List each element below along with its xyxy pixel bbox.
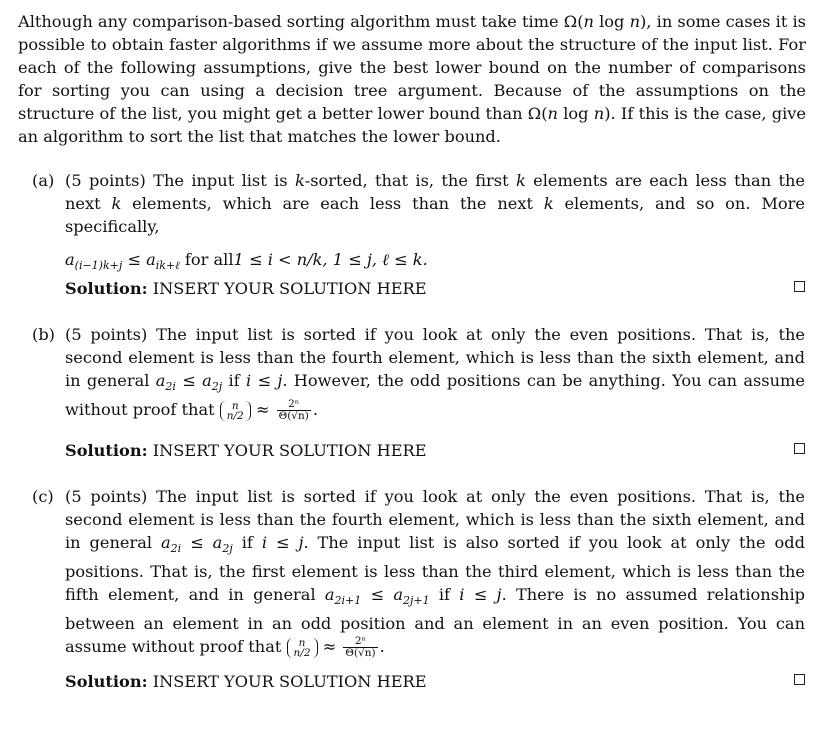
solution-text[interactable]: INSERT YOUR SOLUTION HERE — [152, 441, 427, 460]
solution-label: Solution: — [65, 672, 148, 691]
rel: ≤ — [175, 371, 203, 390]
part-text — [65, 169, 805, 238]
text: (5 points) The input list is — [65, 171, 295, 190]
solution-text[interactable]: INSERT YOUR SOLUTION HERE — [152, 279, 427, 298]
eq-cond: 1 ≤ i < n/k, 1 ≤ j, ℓ ≤ k. — [233, 250, 428, 269]
part-body — [65, 323, 805, 422]
part-label: (a) — [32, 171, 55, 190]
intro-text: log — [557, 104, 594, 123]
qed-box-icon — [794, 281, 805, 292]
fraction — [343, 636, 377, 659]
frac-num: 2ⁿ — [277, 399, 311, 411]
text: if — [222, 371, 246, 390]
binom-bottom: n/2 — [226, 409, 244, 422]
math-n: n — [547, 104, 558, 123]
frac-num: 2ⁿ — [343, 636, 377, 648]
text: . — [312, 400, 319, 419]
rel: ≤ — [361, 585, 394, 604]
eq-lhs-sub: (i−1)k+j — [74, 259, 123, 272]
text: if — [429, 585, 460, 604]
text: (5 points) The input list is sorted if you look at only the even positions. That is, the second element is less than the fourth element, which is less than the sixth element, and in general — [65, 325, 805, 390]
solution-label: Solution: — [65, 441, 148, 460]
eq-rhs: a — [146, 250, 156, 269]
intro-text: ), in some cases it is possible to obtain faster algorithms if we assume more about the structure of the input list. For each of the following assumptions, give the best lower bound on the number of comparisons for sorting you can using a decision tree argument. Because of the assumptions on the structure of the list, you might get a better lower bound than Ω( — [18, 12, 806, 123]
part-body — [65, 485, 805, 659]
qed-box-icon — [794, 674, 805, 685]
sub: 2i — [170, 542, 182, 555]
intro-text: Although any comparison-based sorting algorithm must take time Ω( — [18, 12, 584, 31]
part-label: (b) — [32, 325, 55, 344]
solution-c — [65, 670, 805, 693]
math-a: a — [212, 533, 223, 552]
text: elements are each less than the next — [65, 171, 805, 213]
math-a: a — [202, 371, 212, 390]
part-label: (c) — [32, 487, 54, 506]
intro-paragraph — [18, 10, 806, 148]
text: . The input list is also sorted if you look at only the odd positions. That is, the first element is less than the third element, which is less than the fifth element, and in general — [65, 533, 805, 604]
eq-rel: ≤ — [122, 250, 147, 269]
eq-lhs: a — [65, 250, 75, 269]
display-equation — [65, 248, 805, 277]
math-n: n — [629, 12, 641, 31]
part-c — [32, 485, 805, 659]
qed-box-icon — [794, 443, 805, 454]
math-a: a — [155, 371, 166, 390]
sub: 2j — [222, 542, 233, 555]
part-text — [65, 323, 805, 422]
part-b — [32, 323, 805, 422]
math-a: a — [161, 533, 171, 552]
text: (5 points) The input list is sorted if you look at only the even positions. That is, the second element is less than the fourth element, which is less than the sixth element, and in general — [65, 487, 805, 552]
solution-a — [65, 277, 805, 300]
part-body — [65, 169, 805, 277]
math-k: k — [111, 194, 122, 213]
math-k: k — [294, 171, 305, 190]
part-a — [32, 169, 805, 277]
text: elements, which are each less than the next — [121, 194, 544, 213]
math-a: a — [324, 585, 335, 604]
fraction — [277, 399, 311, 422]
frac-den: Θ(√n) — [278, 410, 309, 422]
approx: ≈ — [250, 400, 275, 419]
solution-label: Solution: — [65, 279, 148, 298]
binomial — [287, 638, 318, 658]
text: . There is no assumed relationship between an element in an odd position and an element in an even position. You can assume without proof that — [65, 585, 805, 656]
approx: ≈ — [317, 637, 342, 656]
sub: 2i+1 — [334, 594, 362, 607]
text: -sorted, that is, the first — [304, 171, 516, 190]
math-n: n — [593, 104, 605, 123]
math-a: a — [393, 585, 403, 604]
text: . However, the odd positions can be anything. You can assume without proof that — [65, 371, 805, 419]
math-n: n — [583, 12, 594, 31]
text: if — [232, 533, 262, 552]
frac-den: Θ(√n) — [345, 647, 376, 659]
intro-text: log — [593, 12, 630, 31]
binom-top: n — [298, 636, 306, 649]
eq-rhs-sub: ik+ℓ — [155, 259, 180, 272]
text: elements, and so on. More specifically, — [65, 194, 805, 236]
sub: 2i — [165, 380, 176, 393]
cond: i ≤ j — [459, 585, 502, 604]
eq-text: for all — [179, 250, 234, 269]
cond: i ≤ j — [245, 371, 283, 390]
text: . — [379, 637, 385, 656]
binom-top: n — [231, 399, 239, 412]
intro-text: ). If this is the case, give an algorithm to sort the list that matches the lower bound. — [18, 104, 806, 146]
rel: ≤ — [181, 533, 213, 552]
solution-text[interactable]: INSERT YOUR SOLUTION HERE — [152, 672, 427, 691]
solution-b — [65, 439, 805, 462]
math-k: k — [515, 171, 526, 190]
binom-bottom: n/2 — [293, 646, 311, 659]
part-text — [65, 485, 805, 659]
binomial — [220, 401, 251, 421]
sub: 2j+1 — [403, 594, 430, 607]
math-k: k — [543, 194, 554, 213]
cond: i ≤ j — [261, 533, 304, 552]
sub: 2j — [211, 380, 223, 393]
